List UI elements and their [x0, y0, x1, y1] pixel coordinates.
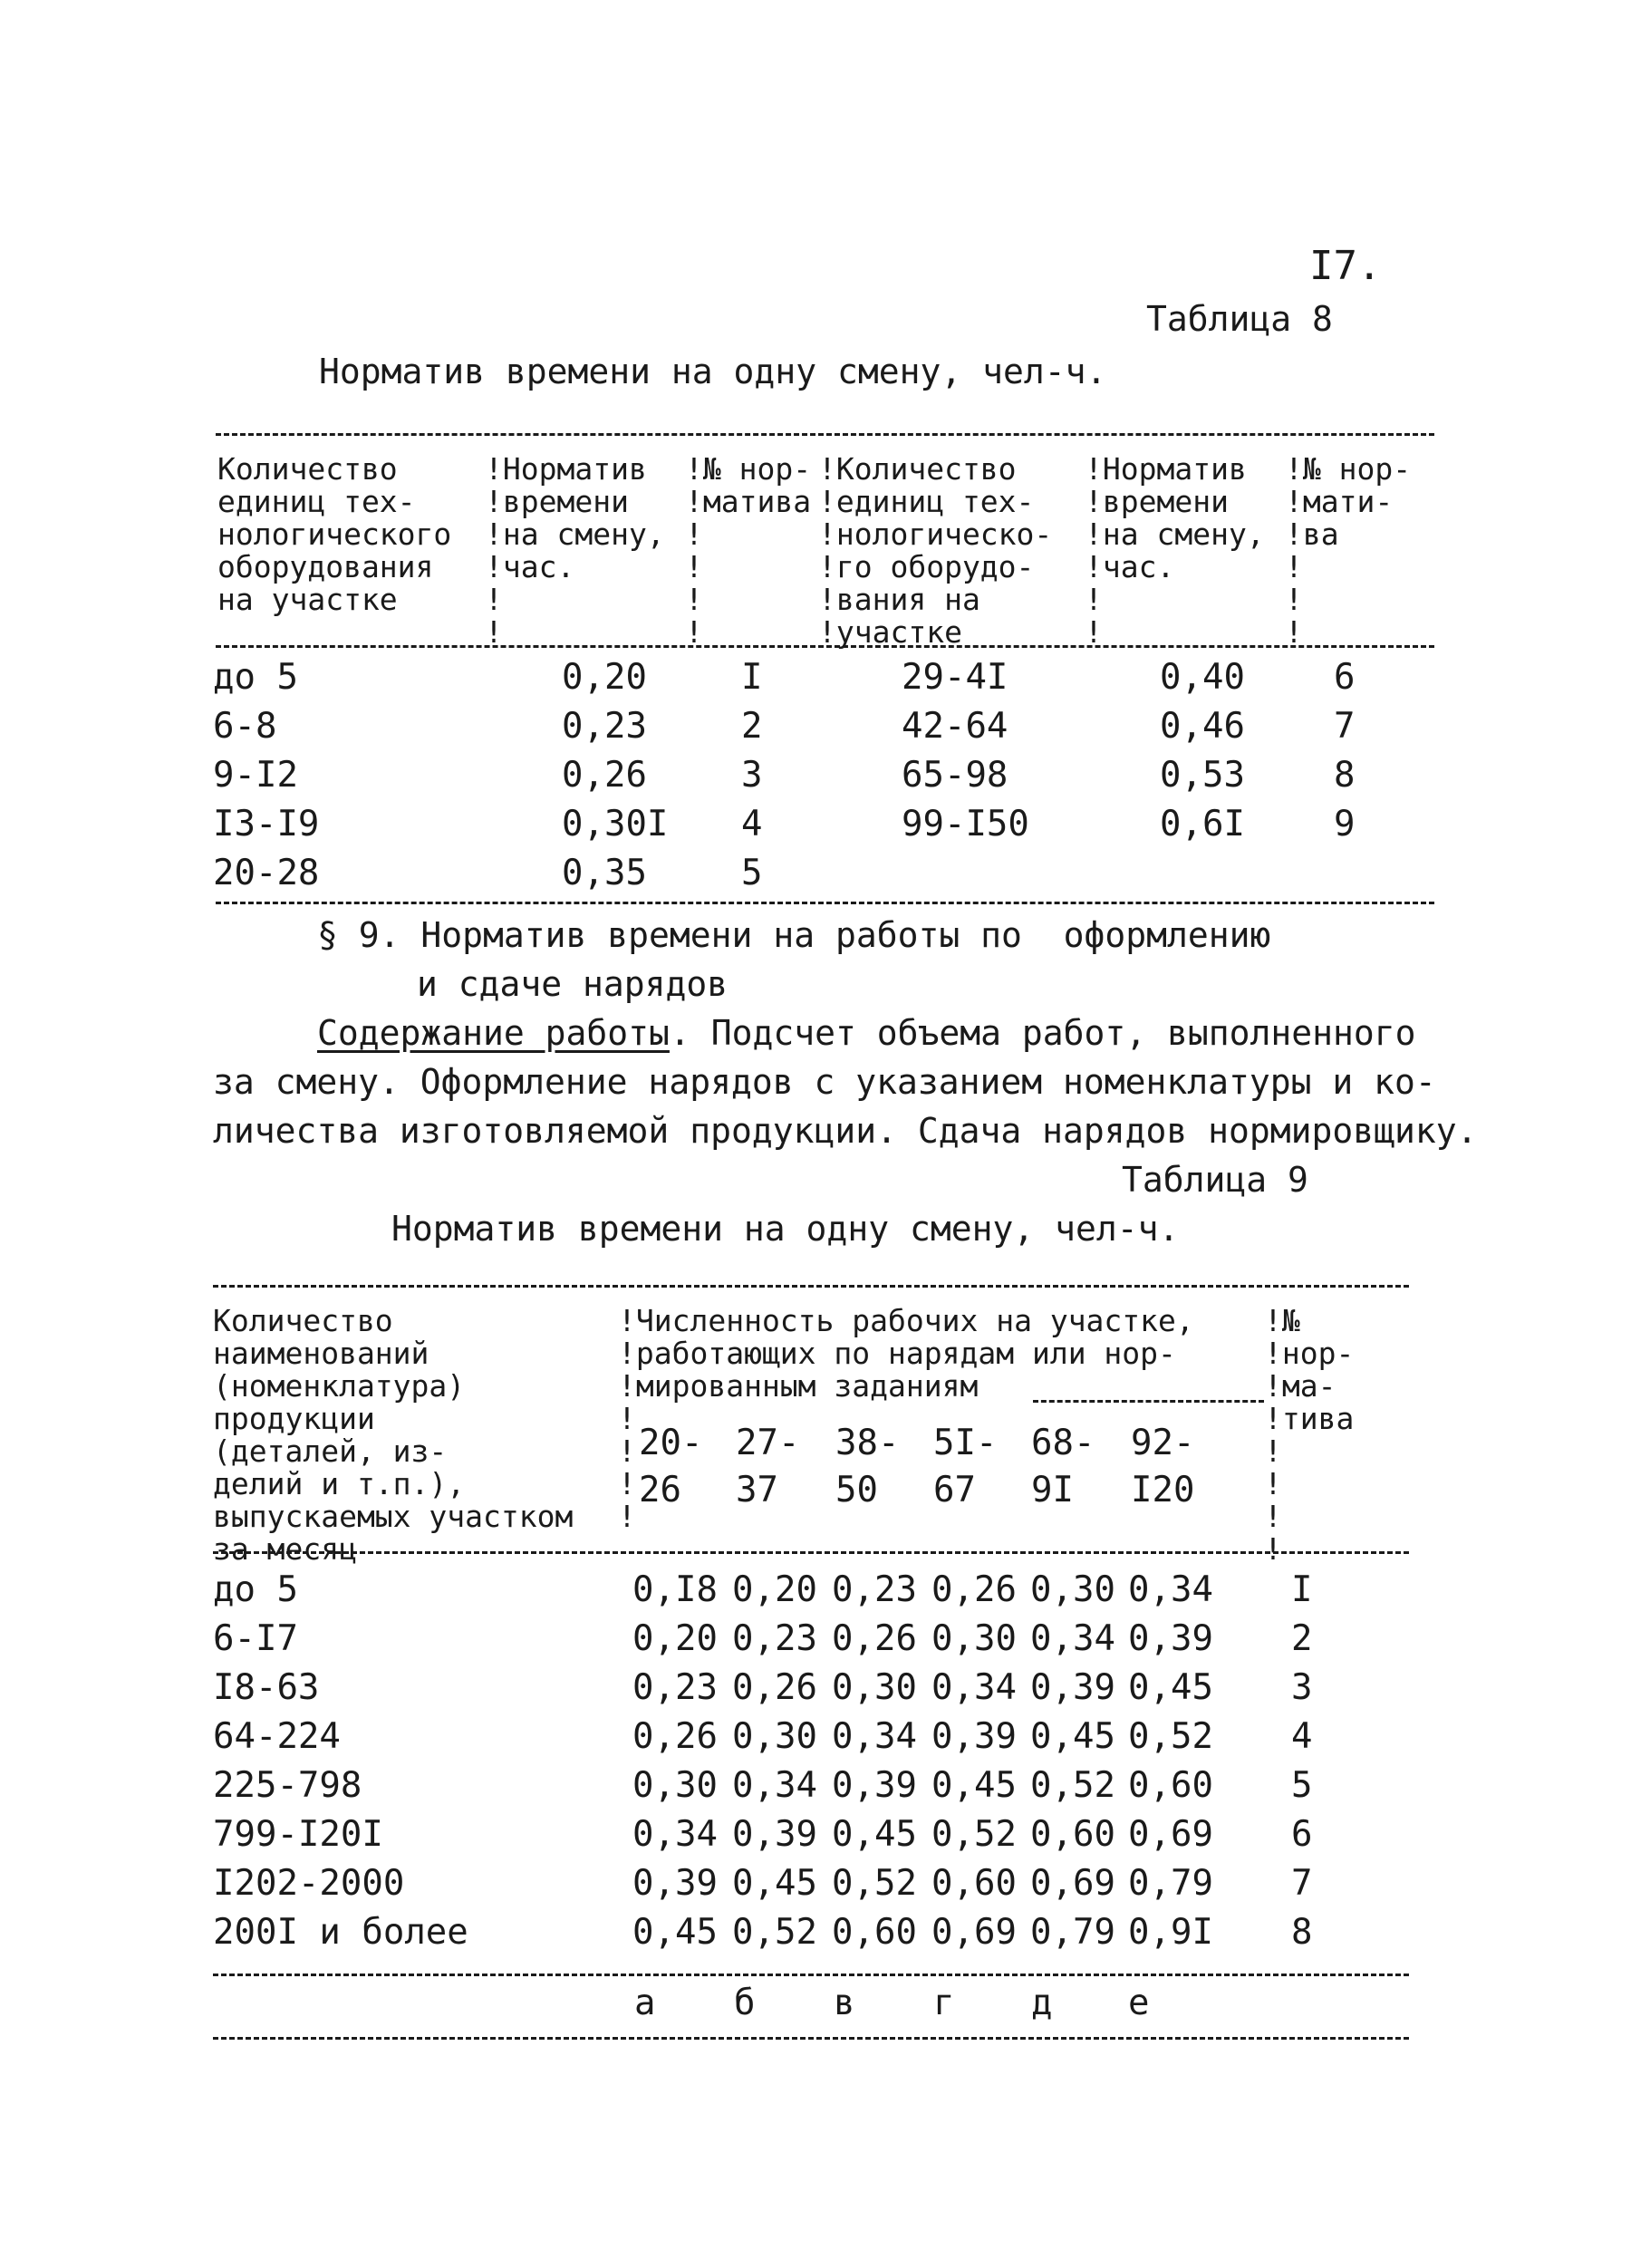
table9-col-header: 50 [835, 1470, 878, 1510]
table9-value-cell: 0,30 [832, 1667, 917, 1708]
table9-header-norm-number: !№ !нор- !ма- !тива ! ! ! ! [1264, 1303, 1355, 1567]
table8-header-norm-number: !№ нор- !матива ! ! ! ! [685, 451, 812, 650]
table9-col-header: 37 [736, 1470, 778, 1510]
table9-norm-number-cell: 3 [1291, 1667, 1313, 1708]
table9-footer-letter: а [634, 1983, 656, 2023]
table9-value-cell: 0,23 [632, 1667, 718, 1708]
table9-value-cell: 0,34 [931, 1667, 1017, 1708]
table8-cell: 0,26 [562, 755, 647, 796]
table8-cell: до 5 [213, 657, 298, 698]
table9-value-cell: 0,I8 [632, 1569, 718, 1610]
table8-header-norm-number-2: !№ нор- !мати- !ва ! ! ! [1285, 451, 1412, 650]
table9-bottom-rule [213, 1974, 1409, 1976]
table9-quantity-cell: 799-I20I [213, 1814, 383, 1855]
table8-cell: 0,23 [562, 706, 647, 747]
table8-cell: I [741, 657, 763, 698]
table9-value-cell: 0,26 [732, 1667, 817, 1708]
table9-norm-number-cell: I [1291, 1569, 1313, 1610]
table9-col-header: 92- [1131, 1423, 1195, 1463]
table9-value-cell: 0,34 [832, 1716, 917, 1757]
table9-header-bars: ! ! ! ! [618, 1401, 636, 1534]
page-number: I7. [1309, 243, 1382, 289]
table9-quantity-cell: I202-2000 [213, 1863, 405, 1904]
table8-cell: 4 [741, 804, 763, 844]
table8-bottom-rule [216, 902, 1434, 904]
table9-value-cell: 0,52 [1128, 1716, 1213, 1757]
table9-value-cell: 0,30 [732, 1716, 817, 1757]
table9-label: Таблица 9 [1122, 1160, 1308, 1200]
table8-cell: 0,46 [1160, 706, 1245, 747]
table8-cell: 6-8 [213, 706, 277, 747]
table9-footer-letter: г [933, 1983, 955, 2023]
table9-value-cell: 0,30 [1030, 1569, 1115, 1610]
table9-value-cell: 0,45 [732, 1863, 817, 1904]
table8-cell: 0,30I [562, 804, 669, 844]
table9-col-header: I20 [1131, 1470, 1195, 1510]
section9-content-line3: личества изготовляемой продукции. Сдача нарядов нормировщику. [213, 1111, 1478, 1151]
table9-norm-number-cell: 2 [1291, 1618, 1313, 1659]
table9-footer-rule [213, 2037, 1409, 2040]
table9-value-cell: 0,60 [931, 1863, 1017, 1904]
table9-value-cell: 0,23 [732, 1618, 817, 1659]
table8-caption: Норматив времени на одну смену, чел-ч. [319, 352, 1107, 391]
table8-cell: 3 [741, 755, 763, 796]
table9-value-cell: 0,69 [931, 1912, 1017, 1953]
table9-value-cell: 0,60 [1030, 1814, 1115, 1855]
table9-value-cell: 0,34 [632, 1814, 718, 1855]
table9-value-cell: 0,45 [1128, 1667, 1213, 1708]
table9-value-cell: 0,52 [1030, 1765, 1115, 1806]
table8-cell: 9-I2 [213, 755, 298, 796]
table9-col-header: 5I- [933, 1423, 998, 1463]
table8-cell: 2 [741, 706, 763, 747]
table8-cell: 5 [741, 853, 763, 893]
table9-value-cell: 0,52 [832, 1863, 917, 1904]
table8-top-rule [216, 433, 1434, 436]
table9-value-cell: 0,52 [732, 1912, 817, 1953]
table8-cell: 42-64 [902, 706, 1008, 747]
table9-norm-number-cell: 7 [1291, 1863, 1313, 1904]
table9-value-cell: 0,60 [1128, 1765, 1213, 1806]
section9-content-line2: за смену. Оформление нарядов с указанием номенклатуры и ко- [213, 1062, 1436, 1102]
table9-value-cell: 0,9I [1128, 1912, 1213, 1953]
table9-value-cell: 0,39 [931, 1716, 1017, 1757]
table8-cell: 0,35 [562, 853, 647, 893]
table8-header-norm-time: !Норматив !времени !на смену, !час. ! ! [485, 451, 665, 650]
table8-header-norm-time-2: !Норматив !времени !на смену, !час. ! ! [1085, 451, 1265, 650]
table9-col-header: 27- [736, 1423, 800, 1463]
table9-quantity-cell: 225-798 [213, 1765, 362, 1806]
table9-header-workers-group: !Численность рабочих на участке, !работающих по нарядам или нор- !мированным заданиям [618, 1303, 1194, 1404]
table9-value-cell: 0,30 [632, 1765, 718, 1806]
table9-value-cell: 0,69 [1128, 1814, 1213, 1855]
table9-quantity-cell: 6-I7 [213, 1618, 298, 1659]
table9-value-cell: 0,45 [1030, 1716, 1115, 1757]
table9-header-quantity: Количество наименований (номенклатура) продукции (деталей, из- делий и т.п.), выпускаемых участком за месяц [213, 1303, 574, 1567]
table9-value-cell: 0,52 [931, 1814, 1017, 1855]
table9-value-cell: 0,30 [931, 1618, 1017, 1659]
table9-value-cell: 0,26 [931, 1569, 1017, 1610]
table9-footer-letter: в [834, 1983, 855, 2023]
table8-cell: 65-98 [902, 755, 1008, 796]
table9-top-rule [213, 1285, 1409, 1288]
table9-value-cell: 0,45 [931, 1765, 1017, 1806]
table9-footer-letter: е [1128, 1983, 1150, 2023]
table9-value-cell: 0,34 [1128, 1569, 1213, 1610]
table8-cell: 0,53 [1160, 755, 1245, 796]
section9-title-line2: и сдаче нарядов [417, 964, 729, 1004]
table9-value-cell: 0,34 [1030, 1618, 1115, 1659]
table8-cell: 8 [1334, 755, 1356, 796]
table9-value-cell: 0,39 [632, 1863, 718, 1904]
table8-cell: 29-4I [902, 657, 1008, 698]
table8-cell: 7 [1334, 706, 1356, 747]
table8-cell: 20-28 [213, 853, 320, 893]
table9-norm-number-cell: 8 [1291, 1912, 1313, 1953]
section9-title-line1: § 9. Норматив времени на работы по оформлению [317, 915, 1271, 955]
table9-value-cell: 0,39 [1030, 1667, 1115, 1708]
table9-quantity-cell: до 5 [213, 1569, 298, 1610]
table9-value-cell: 0,23 [832, 1569, 917, 1610]
table9-col-header: 68- [1031, 1423, 1095, 1463]
table8-cell: I3-I9 [213, 804, 320, 844]
table9-col-header: 9I [1031, 1470, 1074, 1510]
table8-cell: 0,40 [1160, 657, 1245, 698]
table9-value-cell: 0,34 [732, 1765, 817, 1806]
table9-value-cell: 0,39 [832, 1765, 917, 1806]
table9-value-cell: 0,26 [832, 1618, 917, 1659]
table9-value-cell: 0,26 [632, 1716, 718, 1757]
table9-value-cell: 0,39 [1128, 1618, 1213, 1659]
table8-cell: 6 [1334, 657, 1356, 698]
table9-footer-letter: б [734, 1983, 756, 2023]
table9-value-cell: 0,39 [732, 1814, 817, 1855]
table9-col-header: 67 [933, 1470, 976, 1510]
section9-content-line1 [317, 1013, 1416, 1053]
content-label: Содержание работы [317, 1013, 670, 1053]
table8-label: Таблица 8 [1146, 299, 1333, 339]
table9-quantity-cell: I8-63 [213, 1667, 320, 1708]
table9-value-cell: 0,20 [732, 1569, 817, 1610]
table9-value-cell: 0,69 [1030, 1863, 1115, 1904]
table9-col-header: 20- [639, 1423, 703, 1463]
table9-col-header: 38- [835, 1423, 900, 1463]
table8-cell: 0,6I [1160, 804, 1245, 844]
table8-header-rule [216, 645, 1434, 648]
table8-cell: 99-I50 [902, 804, 1029, 844]
table9-quantity-cell: 64-224 [213, 1716, 341, 1757]
table9-value-cell: 0,45 [632, 1912, 718, 1953]
table9-norm-number-cell: 4 [1291, 1716, 1313, 1757]
table9-quantity-cell: 200I и более [213, 1912, 468, 1953]
content-line1-rest: . Подсчет объема работ, выполненного [669, 1013, 1416, 1053]
table9-group-rule [1033, 1400, 1264, 1403]
table9-value-cell: 0,79 [1128, 1863, 1213, 1904]
table9-value-cell: 0,20 [632, 1618, 718, 1659]
table9-footer-letter: д [1031, 1983, 1053, 2023]
table8-cell: 9 [1334, 804, 1356, 844]
table9-value-cell: 0,45 [832, 1814, 917, 1855]
table9-value-cell: 0,79 [1030, 1912, 1115, 1953]
table9-norm-number-cell: 6 [1291, 1814, 1313, 1855]
table9-caption: Норматив времени на одну смену, чел-ч. [391, 1209, 1180, 1249]
table9-value-cell: 0,60 [832, 1912, 917, 1953]
table9-norm-number-cell: 5 [1291, 1765, 1313, 1806]
table9-col-header: 26 [639, 1470, 681, 1510]
table9-header-rule [213, 1551, 1409, 1554]
table8-header-quantity-2: !Количество !единиц тех- !нологическо- !го оборудо- !вания на !участке [818, 451, 1053, 650]
table8-cell: 0,20 [562, 657, 647, 698]
table8-header-quantity: Количество единиц тех- нологического оборудования на участке [217, 451, 452, 617]
